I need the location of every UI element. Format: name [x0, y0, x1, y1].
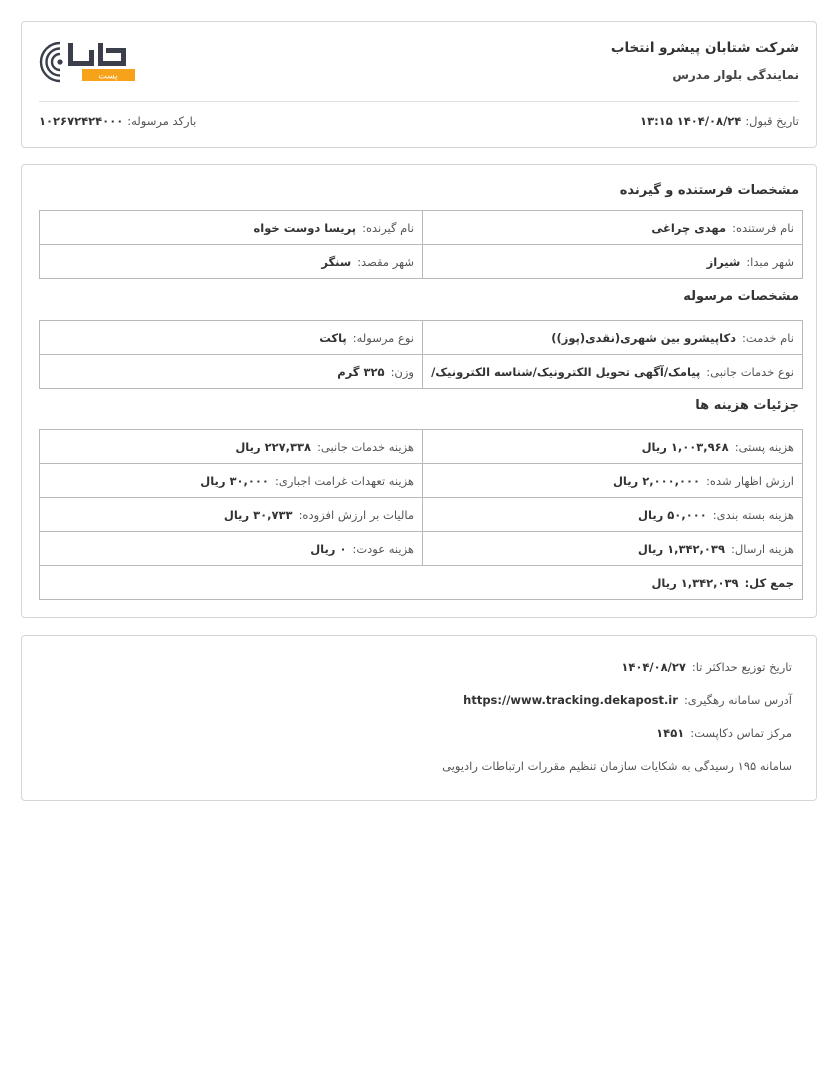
extra-services-label: نوع خدمات جانبی:	[706, 364, 794, 379]
parcel-type-label: نوع مرسوله:	[352, 330, 414, 345]
sender-receiver-title: مشخصات فرستنده و گیرنده	[619, 183, 799, 198]
table-row	[40, 211, 803, 245]
side-services-cost-label: هزینه خدمات جانبی:	[317, 439, 414, 454]
costs-table	[39, 429, 803, 600]
table-row	[40, 464, 803, 498]
barcode-value: ۱۰۲۶۷۲۴۲۴۰۰۰	[39, 114, 124, 128]
receiver-name-cell	[40, 211, 423, 245]
service-label: نام خدمت:	[742, 330, 794, 345]
declared-value-label: ارزش اظهار شده:	[706, 473, 794, 488]
total-cell	[40, 566, 803, 600]
packing-cost-label: هزینه بسته بندی:	[712, 507, 794, 522]
postal-cost-label: هزینه پستی:	[734, 439, 794, 454]
sender-name: مهدی چراغی	[651, 220, 727, 235]
table-row	[40, 430, 803, 464]
return-cost-cell	[40, 532, 423, 566]
packing-cost-cell	[423, 498, 803, 532]
accept-date	[640, 114, 799, 128]
service-cell	[423, 321, 803, 355]
parcel-type: پاکت	[319, 330, 347, 345]
branch-name: نمایندگی بلوار مدرس	[672, 68, 799, 82]
header-card	[21, 21, 817, 148]
barcode-label: بارکد مرسوله:	[127, 114, 197, 128]
delivery-info-card	[21, 635, 817, 801]
accept-date-value: ۱۴۰۴/۰۸/۲۴ ۱۳:۱۵	[640, 114, 742, 128]
contact-number: ۱۴۵۱	[656, 726, 685, 740]
table-row	[40, 245, 803, 279]
side-services-cost: ۲۲۷,۳۳۸ ریال	[235, 439, 312, 454]
contact-center	[656, 726, 792, 740]
accept-date-label: تاریخ قبول:	[745, 114, 799, 128]
parcel-title: مشخصات مرسوله	[683, 289, 799, 304]
destination-city: سنگر	[321, 254, 352, 269]
company-name: شرکت شتابان پیشرو انتخاب	[610, 40, 799, 56]
origin-cell	[423, 245, 803, 279]
obligation-cost-cell	[40, 464, 423, 498]
sender-name-cell	[423, 211, 803, 245]
declared-value: ۲,۰۰۰,۰۰۰ ریال	[612, 473, 701, 488]
sender-receiver-table	[39, 210, 803, 279]
shipping-cost-cell	[423, 532, 803, 566]
vat-cell	[40, 498, 423, 532]
tracking-info	[463, 693, 792, 707]
destination-cell	[40, 245, 423, 279]
complaints-note: سامانه ۱۹۵ رسیدگی به شکایات سازمان تنظیم مقررات ارتباطات رادیویی	[442, 759, 792, 773]
table-row	[40, 355, 803, 389]
sender-name-label: نام فرستنده:	[732, 220, 794, 235]
table-row	[40, 532, 803, 566]
costs-title: جزئیات هزینه ها	[695, 398, 799, 413]
weight-label: وزن:	[390, 364, 414, 379]
postal-cost-cell	[423, 430, 803, 464]
declared-value-cell	[423, 464, 803, 498]
parcel-type-cell	[40, 321, 423, 355]
vat: ۳۰,۷۳۳ ریال	[223, 507, 293, 522]
postal-cost: ۱,۰۰۳,۹۶۸ ریال	[641, 439, 729, 454]
vat-label: مالیات بر ارزش افزوده:	[298, 507, 414, 522]
dekapost-logo	[38, 40, 138, 84]
logo-text: پست	[98, 71, 118, 82]
return-cost: ۰ ریال	[310, 541, 347, 556]
deadline-value: ۱۴۰۴/۰۸/۲۷	[621, 660, 686, 674]
shipping-cost-label: هزینه ارسال:	[730, 541, 794, 556]
extra-services-cell	[423, 355, 803, 389]
destination-label: شهر مقصد:	[357, 254, 414, 269]
delivery-deadline	[621, 660, 792, 674]
extra-services: پیامک/آگهی تحویل الکترونیک/شناسه الکترونیک/	[431, 364, 701, 379]
weight: ۳۲۵ گرم	[337, 364, 385, 379]
header-divider	[39, 101, 799, 102]
contact-label: مرکز تماس دکاپست:	[690, 726, 792, 740]
parcel-table	[39, 320, 803, 389]
return-cost-label: هزینه عودت:	[352, 541, 414, 556]
table-row	[40, 498, 803, 532]
tracking-url-link[interactable]: https://www.tracking.dekapost.ir	[463, 693, 678, 707]
service-name: دکاپیشرو بین شهری(نقدی(پوز))	[551, 330, 737, 345]
origin-city: شیراز	[706, 254, 741, 269]
weight-cell	[40, 355, 423, 389]
total-amount: ۱,۳۴۲,۰۳۹ ریال	[651, 575, 739, 590]
total-label: جمع کل:	[744, 575, 794, 590]
receiver-name-label: نام گیرنده:	[362, 220, 414, 235]
packing-cost: ۵۰,۰۰۰ ریال	[638, 507, 707, 522]
origin-label: شهر مبدا:	[746, 254, 794, 269]
details-card	[21, 164, 817, 618]
deadline-label: تاریخ توزیع حداکثر تا:	[691, 660, 792, 674]
parcel-barcode	[39, 114, 196, 128]
receiver-name: پریسا دوست خواه	[253, 220, 357, 235]
table-row	[40, 321, 803, 355]
table-row	[40, 566, 803, 600]
side-services-cost-cell	[40, 430, 423, 464]
shipping-cost: ۱,۳۴۲,۰۳۹ ریال	[637, 541, 725, 556]
obligation-cost: ۳۰,۰۰۰ ریال	[200, 473, 269, 488]
tracking-label: آدرس سامانه رهگیری:	[683, 693, 792, 707]
obligation-cost-label: هزینه تعهدات غرامت اجباری:	[274, 473, 414, 488]
